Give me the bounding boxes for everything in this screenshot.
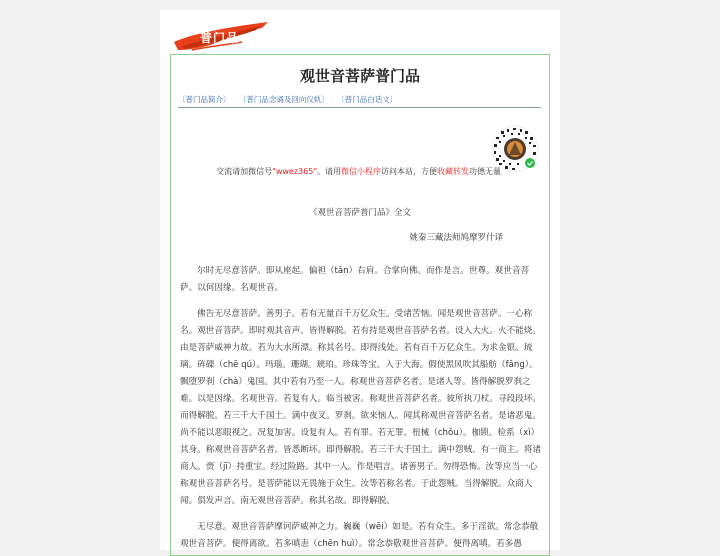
paragraph-3: 无尽意。观世音菩萨摩诃萨威神之力。巍巍（wēi）如是。若有众生。多于淫欲。常念恭敬观世音菩萨。便得离欲。若多嗔恚（chēn huì）。常念恭敬观世音菩萨。便得离嗔。若多愚 xyxy=(180,521,539,549)
page-container xyxy=(160,10,560,550)
wechat-id: "wwez365" xyxy=(272,167,317,176)
paragraph-1: 尔时无尽意菩萨。即从座起。偏袒（tǎn）右肩。合掌向佛。而作是言。世尊。观世音菩萨。以何因缘。名观世音。 xyxy=(180,265,530,293)
notice-part2: 。请用 xyxy=(317,167,341,176)
link-ritual[interactable]: 〔普门品念诵及回向仪轨〕 xyxy=(238,95,329,104)
translator-line: 姚秦三藏法师鸠摩罗什译 xyxy=(409,233,503,243)
link-vernacular[interactable]: 〔普门品白话文〕 xyxy=(337,95,398,104)
logo-text: 普门品 xyxy=(200,31,240,45)
site-logo[interactable] xyxy=(172,20,270,52)
paragraph-2: 佛告无尽意菩萨。善男子。若有无量百千万亿众生。受诸苦恼。闻是观世音菩萨。一心称名。观世音菩萨。即时观其音声。皆得解脱。若有持是观世音菩萨名者。设入大火。火不能烧。由是菩萨威神力故。若为大水所漂。称其名号。即得浅处。若有百千万亿众生。为求金银。琉璃。砗磲（chē qú）。玛瑙。珊瑚。琥珀。珍珠等宝。入于大海。假使黑风吹其船舫（fǎng）。飘堕罗刹（chà）鬼国。其中若有乃至一人。称观世音菩萨名者。是诸人等。皆得解脱罗刹之难。以是因缘。名观世音。若复有人。临当被害。称观世音菩萨名者。彼所执刀杖。寻段段坏。而得解脱。若三千大千国土。满中夜叉。罗刹。欲来恼人。闻其称观世音菩萨名者。是诸恶鬼。尚不能以恶眼视之。况复加害。设复有人。若有罪。若无罪。杻械（chǒu）。枷锁。检系（xì）其身。称观世音菩萨名者。皆悉断坏。即得解脱。若三千大千国土。满中怨贼。有一商主。将诸商人。赍（jī）持重宝。经过险路。其中一人。作是唱言。诸善男子。勿得恐怖。汝等应当一心称观世音菩萨名号。是菩萨能以无畏施于众生。汝等若称名者。于此怨贼。当得解脱。众商人闻。俱发声言。南无观世音菩萨。称其名故。即得解脱。 xyxy=(180,308,541,506)
article-links xyxy=(178,94,403,105)
contact-notice xyxy=(171,166,501,177)
divider xyxy=(178,107,541,108)
section-title: 《观世音菩萨普门品》全文 xyxy=(308,208,411,218)
notice-part4: 功德无量 xyxy=(469,167,501,176)
notice-part1: 交流请加微信号 xyxy=(216,167,273,176)
content-box xyxy=(170,54,550,556)
share-label: 收藏转发 xyxy=(437,167,469,176)
mini-program-label: 微信小程序 xyxy=(341,167,381,176)
notice-part3: 访问本站，方便 xyxy=(381,167,437,176)
page-title: 观世音菩萨普门品 xyxy=(299,67,420,85)
link-intro[interactable]: 〔普门品简介〕 xyxy=(178,95,231,104)
